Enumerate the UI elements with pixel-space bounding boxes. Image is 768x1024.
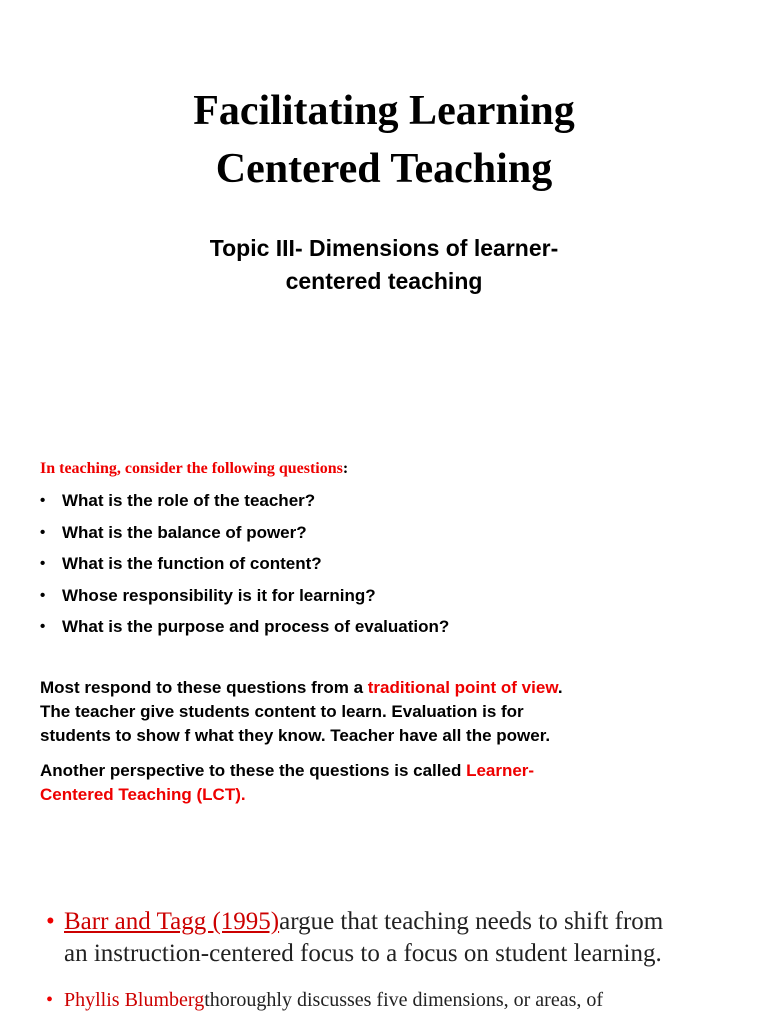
- list-item: [40, 614, 449, 646]
- bullet-icon: •: [40, 523, 46, 541]
- page-title: [0, 82, 768, 198]
- lct-highlight: Centered Teaching (LCT).: [40, 785, 246, 804]
- paragraph-line: students to show f what they know. Teacher have all the power.: [40, 726, 551, 745]
- paragraph-line: [40, 676, 730, 700]
- bullet-icon: •: [46, 908, 55, 935]
- lct-highlight: Learner-: [466, 761, 535, 780]
- list-item: [40, 488, 449, 520]
- traditional-view-highlight: traditional point of view: [367, 678, 558, 697]
- subtitle-line-2: centered teaching: [285, 268, 483, 294]
- bullet-icon: •: [40, 492, 46, 509]
- paragraph-line: [40, 759, 730, 783]
- title-line-2: Centered Teaching: [215, 146, 553, 192]
- paragraph-text: .: [557, 678, 563, 697]
- barr-tagg-link[interactable]: Barr and Tagg (1995): [64, 908, 280, 935]
- paragraph-text: Most respond to these questions from a: [40, 678, 368, 697]
- question-text: What is the purpose and process of evaluation?: [62, 617, 450, 636]
- questions-intro: [40, 459, 348, 479]
- item-text: thoroughly discusses five dimensions, or areas, of: [204, 989, 604, 1011]
- title-line-1: Facilitating Learning: [193, 88, 575, 134]
- subtitle-line-1: Topic III- Dimensions of learner-: [209, 235, 559, 261]
- list-item: [40, 551, 449, 583]
- item-text-continued: an instruction-centered focus to a focus on student learning.: [64, 940, 662, 967]
- list-item: [40, 583, 449, 615]
- list-item: [46, 986, 746, 1014]
- bullet-icon: •: [40, 586, 46, 604]
- paragraph-line: The teacher give students content to learn. Evaluation is for: [40, 702, 524, 721]
- paragraph-line: [40, 783, 730, 807]
- question-text: What is the balance of power?: [62, 522, 307, 542]
- bullet-icon: •: [40, 555, 46, 572]
- question-text: What is the role of the teacher?: [62, 491, 316, 510]
- barr-tagg-item: [46, 906, 746, 970]
- question-text: What is the function of content?: [62, 554, 322, 573]
- questions-list: [40, 488, 449, 646]
- questions-intro-text: In teaching, consider the following questions: [40, 460, 343, 477]
- list-item: [46, 906, 746, 938]
- blumberg-name: Phyllis Blumberg: [64, 989, 205, 1011]
- paragraph-text: Another perspective to these the questions is called: [40, 761, 467, 780]
- list-item: [40, 520, 449, 552]
- bullet-icon: •: [40, 618, 46, 635]
- page-subtitle: [0, 232, 768, 298]
- traditional-view-paragraph: [40, 676, 730, 748]
- lct-paragraph: [40, 759, 730, 807]
- item-text: argue that teaching needs to shift from: [279, 908, 664, 935]
- questions-intro-colon: :: [342, 460, 349, 477]
- bullet-icon: •: [46, 989, 54, 1011]
- blumberg-item: [46, 986, 746, 1014]
- question-text: Whose responsibility is it for learning?: [62, 585, 376, 605]
